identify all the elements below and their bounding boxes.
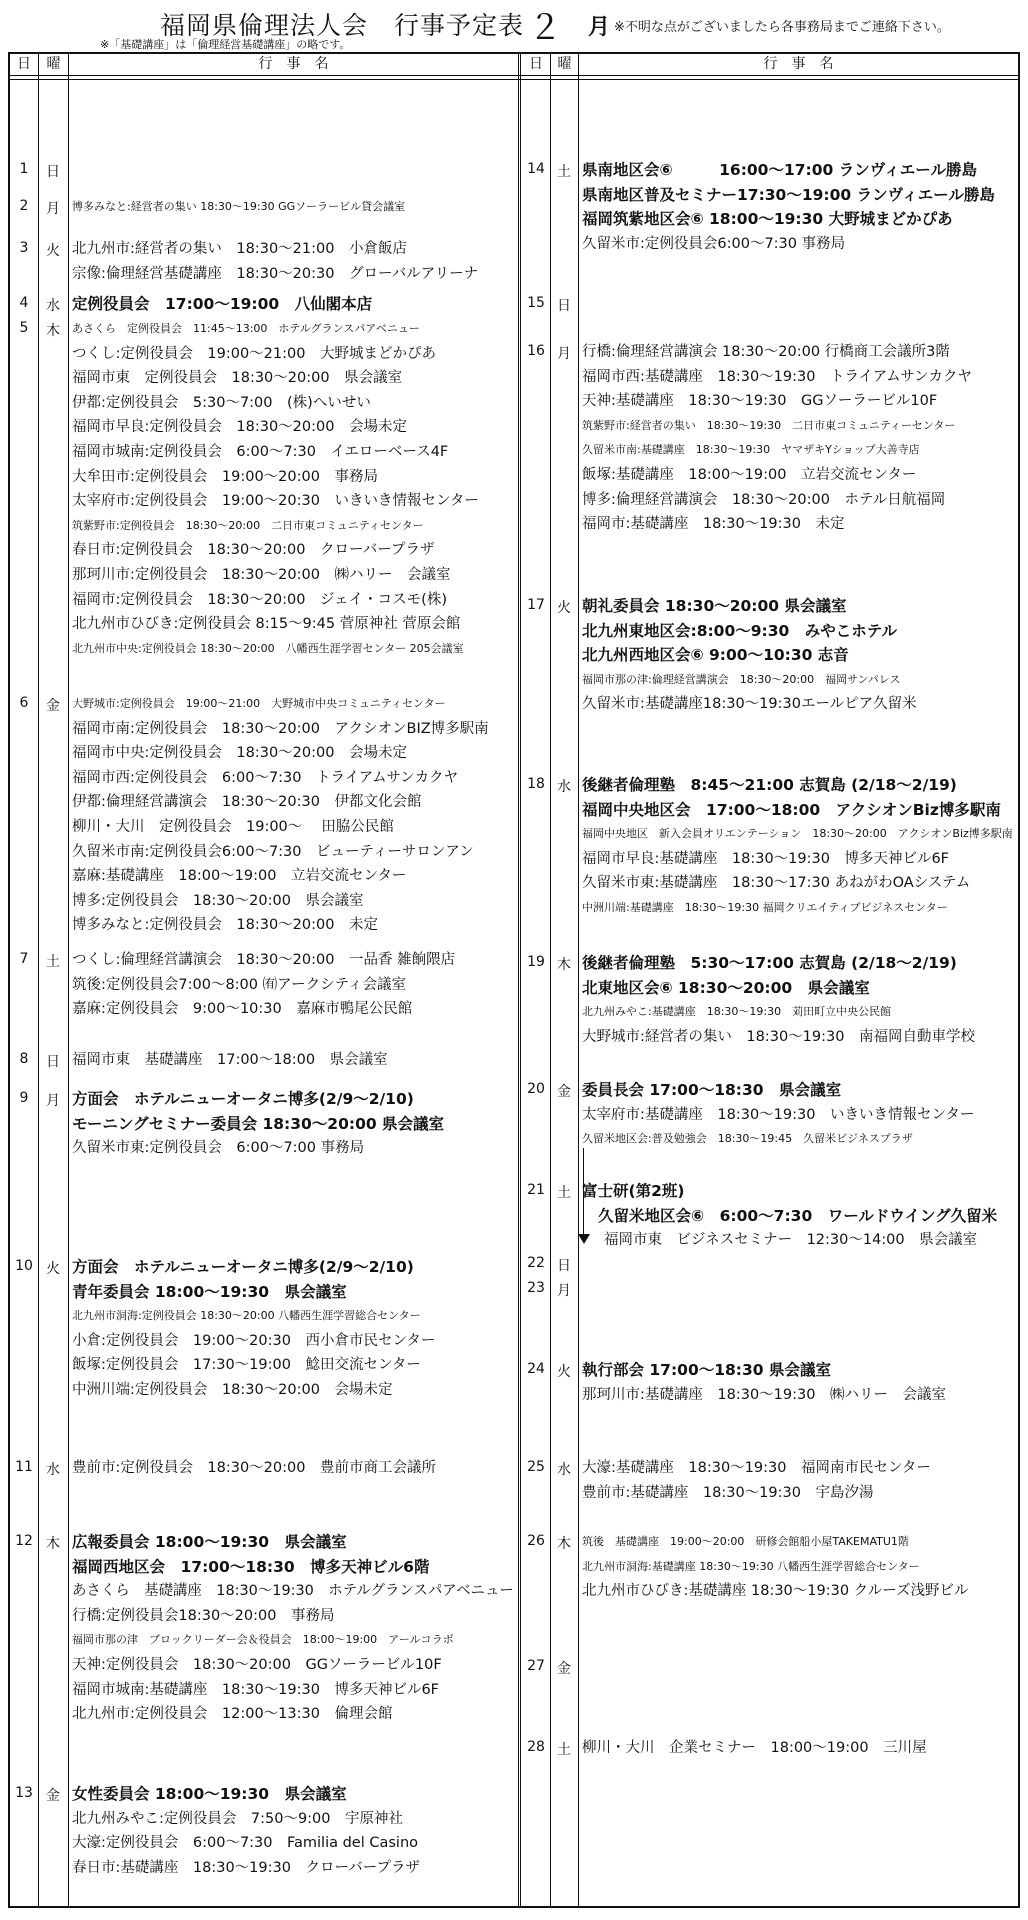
month-unit: 月 [588, 15, 611, 40]
arrow-down-icon [578, 1234, 590, 1244]
event-entry: つくし:定例役員会 19:00〜21:00 大野城まどかぴあ [72, 345, 436, 362]
event-entry: 柳川・大川 定例役員会 19:00〜 田脇公民館 [72, 819, 394, 835]
event-entry: 太宰府市:定例役員会 19:00〜20:30 いきいき情報センター [72, 493, 479, 510]
event-entry: 博多:定例役員会 18:30〜20:00 県会議室 [72, 892, 364, 909]
event-entry: 北九州市:定例役員会 12:00〜13:30 倫理会館 [72, 1706, 393, 1723]
day-number: 22 [527, 1255, 545, 1271]
event-entry: 福岡市中央:定例役員会 18:30〜20:00 会場未定 [72, 745, 407, 762]
weekday: 火 [557, 1364, 571, 1380]
event-entry: 筑後:定例役員会7:00〜8:00 ㈲アークシティ会議室 [72, 976, 407, 993]
event-entry: 嘉麻:基礎講座 18:00〜19:00 立岩交流センター [72, 868, 407, 885]
weekday: 火 [46, 243, 60, 259]
event-entry: 福岡市那の津:倫理経営講演会 18:30〜20:00 福岡サンパレス [582, 672, 901, 686]
day-number: 14 [527, 161, 545, 177]
event-entry: 行橋:倫理経営講演会 18:30〜20:00 行橋商工会議所3階 [582, 344, 950, 360]
weekday: 月 [46, 201, 60, 217]
weekday: 火 [557, 600, 571, 616]
day-number: 2 [19, 198, 29, 214]
weekday: 金 [557, 1661, 571, 1677]
header-weekday: 曜 [557, 56, 572, 72]
event-entry: 那珂川市:定例役員会 18:30〜20:00 ㈱ハリー 会議室 [72, 567, 451, 583]
day-number: 4 [19, 295, 29, 311]
event-entry: 天神:定例役員会 18:30〜20:00 GGソーラービル10F [72, 1657, 442, 1673]
day-number: 16 [527, 343, 545, 359]
contact-note: ※不明な点がございましたら各事務局までご連絡下さい。 [614, 20, 950, 35]
event-entry: 久留米地区会⑥ 6:00〜7:30 ワールドウイング久留米 [598, 1206, 998, 1225]
event-entry: 福岡市早良:定例役員会 18:30〜20:00 会場未定 [72, 419, 407, 436]
event-entry: 久留米市東:基礎講座 18:30〜17:30 あねがわOAシステム [582, 875, 971, 892]
weekday: 日 [46, 164, 60, 180]
day-number: 11 [15, 1459, 33, 1475]
event-entry: 大牟田市:定例役員会 19:00〜20:00 事務局 [72, 468, 378, 485]
event-entry: 北東地区会⑥ 18:30〜20:00 県会議室 [582, 978, 870, 997]
event-entry: 北九州市洞海:定例役員会 18:30〜20:00 八幡西生涯学習総合センター [72, 1309, 421, 1323]
weekday: 木 [557, 957, 571, 973]
day-number: 21 [527, 1182, 545, 1198]
event-entry: つくし:倫理経営講演会 18:30〜20:00 一品香 雑餉隈店 [72, 952, 456, 968]
header-events: 行 事 名 [763, 56, 834, 72]
event-entry: 宗像:倫理経営基礎講座 18:30〜20:30 グローバルアリーナ [72, 265, 479, 282]
event-entry: 那珂川市:基礎講座 18:30〜19:30 ㈱ハリー 会議室 [582, 1386, 946, 1403]
event-entry: 福岡市東 定例役員会 18:30〜20:00 県会議室 [72, 370, 403, 387]
event-entry: 天神:基礎講座 18:30〜19:30 GGソーラービル10F [582, 393, 938, 410]
center-divider [518, 54, 521, 1906]
weekday: 月 [557, 1283, 571, 1299]
weekday: 日 [46, 1054, 60, 1070]
day-number: 12 [15, 1533, 33, 1549]
event-entry: 福岡市西:基礎講座 18:30〜19:30 トライアムサンカクヤ [582, 368, 973, 385]
column-divider [68, 54, 69, 1906]
event-entry: 中洲川端:基礎講座 18:30〜19:30 福岡クリエイティブビジネスセンター [582, 901, 948, 914]
event-entry: 豊前市:定例役員会 18:30〜20:00 豊前市商工会議所 [72, 1460, 436, 1476]
event-entry: モーニングセミナー委員会 18:30〜20:00 県会議室 [72, 1114, 445, 1133]
event-entry: 福岡市:定例役員会 18:30〜20:00 ジェイ・コスモ(株) [72, 591, 447, 608]
period-arrow-line [583, 1148, 584, 1236]
event-entry: 福岡筑紫地区会⑥ 18:00〜19:30 大野城まどかぴあ [582, 210, 953, 229]
day-number: 23 [527, 1280, 545, 1296]
event-entry: 大濠:基礎講座 18:30〜19:30 福岡南市民センター [582, 1460, 931, 1476]
event-entry: 福岡市城南:基礎講座 18:30〜19:30 博多天神ビル6F [72, 1681, 440, 1698]
event-entry: 筑後 基礎講座 19:00〜20:00 研修会館船小屋TAKEMATU1階 [582, 1535, 909, 1548]
event-entry: 後継者倫理塾 5:30〜17:00 志賀島 (2/18〜2/19) [582, 954, 957, 972]
event-entry: 福岡市東 基礎講座 17:00〜18:00 県会議室 [72, 1052, 388, 1068]
weekday: 土 [557, 1185, 571, 1201]
day-number: 7 [19, 951, 29, 967]
day-number: 17 [527, 597, 545, 613]
weekday: 水 [46, 1462, 60, 1478]
event-entry: 朝礼委員会 18:30〜20:00 県会議室 [582, 597, 847, 615]
event-entry: 方面会 ホテルニューオータニ博多(2/9〜2/10) [72, 1258, 414, 1276]
event-entry: 北九州市ひびき:定例役員会 8:15〜9:45 菅原神社 菅原会館 [72, 616, 461, 633]
event-entry: 博多みなと:経営者の集い 18:30〜19:30 GGソーラービル貸会議室 [72, 200, 406, 213]
weekday: 木 [46, 323, 60, 339]
weekday: 木 [46, 1536, 60, 1552]
event-entry: 県南地区普及セミナー17:30〜19:00 ランヴィエール勝島 [582, 185, 995, 204]
day-number: 13 [15, 1785, 33, 1801]
event-entry: 福岡市城南:定例役員会 6:00〜7:30 イエローベース4F [72, 444, 449, 460]
event-entry: 伊都:倫理経営講演会 18:30〜20:30 伊都文化会館 [72, 794, 422, 811]
event-entry: 柳川・大川 企業セミナー 18:00〜19:00 三川屋 [582, 1740, 927, 1756]
event-entry: 福岡中央地区会 17:00〜18:00 アクシオンBiz博多駅南 [582, 800, 1001, 819]
column-divider [578, 54, 579, 1906]
event-entry: 久留米市南:定例役員会6:00〜7:30 ビューティーサロンアン [72, 843, 474, 860]
event-entry: 春日市:定例役員会 18:30〜20:00 クローバープラザ [72, 542, 435, 559]
event-entry: 福岡中央地区 新入会員オリエンテーション 18:30〜20:00 アクシオンBiz博多駅南 [582, 827, 1013, 841]
event-entry: 中洲川端:定例役員会 18:30〜20:00 会場未定 [72, 1382, 393, 1398]
event-entry: 北九州西地区会⑥ 9:00〜10:30 志音 [582, 646, 849, 665]
event-entry: 行橋:定例役員会18:30〜20:00 事務局 [72, 1607, 335, 1624]
event-entry: 青年委員会 18:00〜19:30 県会議室 [72, 1282, 347, 1301]
page-title: 福岡県倫理法人会 行事予定表 [160, 11, 525, 40]
weekday: 火 [46, 1261, 60, 1277]
weekday: 土 [557, 1742, 571, 1758]
weekday: 水 [557, 1462, 571, 1478]
schedule-table [8, 52, 1020, 1908]
event-entry: 広報委員会 18:00〜19:30 県会議室 [72, 1533, 347, 1551]
weekday: 金 [46, 698, 60, 714]
event-entry: 伊都:定例役員会 5:30〜7:00 (株)へいせい [72, 394, 371, 411]
event-entry: 北九州東地区会:8:00〜9:30 みやこホテル [582, 621, 898, 640]
event-entry: 飯塚:定例役員会 17:30〜19:00 鯰田交流センター [72, 1357, 421, 1374]
day-number: 9 [19, 1090, 29, 1106]
day-number: 6 [19, 695, 29, 711]
event-entry: 飯塚:基礎講座 18:00〜19:00 立岩交流センター [582, 467, 917, 483]
day-number: 27 [527, 1658, 545, 1674]
header-events: 行 事 名 [258, 56, 329, 72]
event-entry: 北九州市洞海:基礎講座 18:30〜19:30 八幡西生涯学習総合センター [582, 1559, 920, 1573]
day-number: 3 [19, 240, 29, 256]
weekday: 日 [557, 298, 571, 314]
event-entry: 北九州市:経営者の集い 18:30〜21:00 小倉飯店 [72, 241, 407, 257]
event-entry: 福岡市那の津 ブロックリーダー会＆役員会 18:00〜19:00 アールコラボ [72, 1633, 454, 1647]
event-entry: 久留米市南:基礎講座 18:30〜19:30 ヤマザキYショップ大善寺店 [582, 443, 920, 457]
weekday: 水 [46, 298, 60, 314]
weekday: 月 [557, 346, 571, 362]
event-entry: 嘉麻:定例役員会 9:00〜10:30 嘉麻市鴨尾公民館 [72, 1001, 413, 1018]
event-entry: 女性委員会 18:00〜19:30 県会議室 [72, 1785, 347, 1803]
event-entry: 大野城市:経営者の集い 18:30〜19:30 南福岡自動車学校 [582, 1028, 975, 1045]
event-entry: 久留米市東:定例役員会 6:00〜7:00 事務局 [72, 1140, 365, 1157]
header-double-rule [10, 75, 1018, 80]
event-entry: 大野城市:定例役員会 19:00〜21:00 大野城市中央コミュニティセンター [72, 697, 446, 710]
event-entry: 博多:倫理経営講演会 18:30〜20:00 ホテル日航福岡 [582, 491, 946, 508]
event-entry: 大濠:定例役員会 6:00〜7:30 Familia del Casino [72, 1835, 419, 1852]
weekday: 土 [557, 164, 571, 180]
event-entry: 北九州市中央:定例役員会 18:30〜20:00 八幡西生涯学習センター 205会議室 [72, 641, 464, 655]
event-entry: 執行部会 17:00〜18:30 県会議室 [582, 1361, 831, 1379]
event-entry: 福岡市早良:基礎講座 18:30〜19:30 博多天神ビル6F [582, 850, 950, 867]
event-entry: 福岡市南:定例役員会 18:30〜20:00 アクシオンBIZ博多駅南 [72, 720, 489, 737]
event-entry: 春日市:基礎講座 18:30〜19:30 クローバープラザ [72, 1859, 421, 1876]
weekday: 月 [46, 1093, 60, 1109]
day-number: 10 [15, 1258, 33, 1274]
column-divider [550, 54, 551, 1906]
abbreviation-note: ※「基礎講座」は「倫理経営基礎講座」の略です。 [100, 38, 351, 51]
day-number: 28 [527, 1739, 545, 1755]
day-number: 24 [527, 1361, 545, 1377]
day-number: 8 [19, 1051, 29, 1067]
day-number: 5 [19, 320, 29, 336]
weekday: 金 [557, 1084, 571, 1100]
event-entry: 後継者倫理塾 8:45〜21:00 志賀島 (2/18〜2/19) [582, 776, 957, 794]
event-entry: 福岡市東 ビジネスセミナー 12:30〜14:00 県会議室 [604, 1232, 978, 1249]
event-entry: 委員長会 17:00〜18:30 県会議室 [582, 1081, 842, 1099]
event-entry: 筑紫野市:定例役員会 18:30〜20:00 二日市東コミュニティセンター [72, 518, 424, 532]
day-number: 15 [527, 295, 545, 311]
event-entry: 筑紫野市:経営者の集い 18:30〜19:30 二日市東コミュニティーセンター [582, 418, 956, 432]
day-number: 18 [527, 776, 545, 792]
month-number: ２ [528, 8, 562, 48]
event-entry: 太宰府市:基礎講座 18:30〜19:30 いきいき情報センター [582, 1106, 975, 1123]
event-entry: 北九州みやこ:定例役員会 7:50〜9:00 宇原神社 [72, 1810, 404, 1827]
event-entry: 定例役員会 17:00〜19:00 八仙閣本店 [72, 295, 373, 313]
event-entry: 方面会 ホテルニューオータニ博多(2/9〜2/10) [72, 1090, 414, 1108]
event-entry: 久留米市:定例役員会6:00〜7:30 事務局 [582, 235, 846, 252]
event-entry: 北九州みやこ:基礎講座 18:30〜19:30 苅田町立中央公民館 [582, 1005, 892, 1019]
weekday: 日 [557, 1258, 571, 1274]
event-entry: 福岡西地区会 17:00〜18:30 博多天神ビル6階 [72, 1557, 430, 1576]
header-weekday: 曜 [46, 56, 61, 72]
event-entry: 久留米市:基礎講座18:30〜19:30エールピア久留米 [582, 696, 917, 713]
weekday: 木 [557, 1536, 571, 1552]
event-entry: あさくら 定例役員会 11:45〜13:00 ホテルグランスパアベニュー [72, 322, 420, 335]
header-day: 日 [17, 56, 31, 72]
event-entry: 博多みなと:定例役員会 18:30〜20:00 未定 [72, 917, 378, 934]
event-entry: あさくら 基礎講座 18:30〜19:30 ホテルグランスパアベニュー [72, 1583, 514, 1600]
day-number: 19 [527, 954, 545, 970]
event-entry: 小倉:定例役員会 19:00〜20:30 西小倉市民センター [72, 1332, 436, 1349]
event-entry: 福岡市:基礎講座 18:30〜19:30 未定 [582, 516, 845, 533]
event-entry: 富士研(第2班) [582, 1182, 685, 1200]
event-entry: 豊前市:基礎講座 18:30〜19:30 宇島汐湯 [582, 1484, 874, 1501]
event-entry: 福岡市西:定例役員会 6:00〜7:30 トライアムサンカクヤ [72, 769, 459, 786]
day-number: 20 [527, 1081, 545, 1097]
header-day: 日 [529, 56, 543, 72]
event-entry: 北九州市ひびき:基礎講座 18:30〜19:30 クルーズ浅野ビル [582, 1583, 969, 1600]
event-entry: 県南地区会⑥ 16:00〜17:00 ランヴィエール勝島 [582, 161, 977, 179]
weekday: 金 [46, 1788, 60, 1804]
weekday: 水 [557, 779, 571, 795]
day-number: 26 [527, 1533, 545, 1549]
weekday: 土 [46, 954, 60, 970]
day-number: 25 [527, 1459, 545, 1475]
event-entry: 久留米地区会:普及勉強会 18:30〜19:45 久留米ビジネスプラザ [582, 1132, 913, 1146]
day-number: 1 [19, 161, 29, 177]
